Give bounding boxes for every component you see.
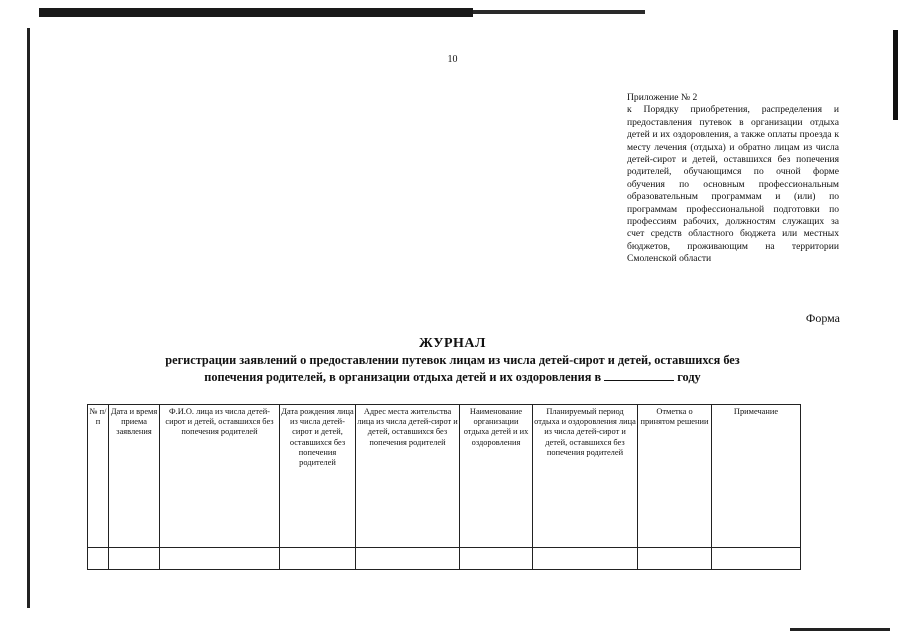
- journal-title: ЖУРНАЛ: [419, 336, 486, 351]
- scan-edge-right: [893, 30, 898, 120]
- col-full-name: Ф.И.О. лица из числа детей-сирот и детей, оставшихся без попечения родителей: [160, 405, 280, 548]
- table-row: [88, 548, 801, 570]
- appendix-block: [627, 92, 839, 266]
- journal-subtitle-year: году: [677, 370, 701, 384]
- col-planned-period: Планируемый период отдыха и оздоровления лица из числа детей-сирот и детей, оставшихся без попечения родителей: [533, 405, 638, 548]
- year-blank: [604, 369, 674, 381]
- scan-edge-top-faint: [473, 10, 645, 14]
- table-header-row: [88, 405, 801, 548]
- appendix-body: к Порядку приобретения, распределения и предоставления путевок в организации отдыха детей и их оздоровления, а также оплаты проезда к месту лечения (отдыха) и обратно лицам из числа детей-сирот и детей, оставшихся без попечения родителей, обучающимся по очной форме обучения по основным профессиональным образовательным программам и (или) по программам профессиональной подготовки по профессиям рабочих, должностям служащих за счет средств областного бюджета или местных бюджетов, проживающим на территории Смоленской области: [627, 104, 839, 265]
- appendix-title: Приложение № 2: [627, 92, 698, 103]
- col-address: Адрес места жительства лица из числа детей-сирот и детей, оставшихся без попечения родителей: [356, 405, 460, 548]
- table-cell: [356, 548, 460, 570]
- col-organization: Наименование организации отдыха детей и их оздоровления: [460, 405, 533, 548]
- table-cell: [160, 548, 280, 570]
- col-decision-mark: Отметка о принятом решении: [638, 405, 712, 548]
- journal-subtitle-line1: регистрации заявлений о предоставлении путевок лицам из числа детей-сирот и детей, оставшихся без: [165, 353, 740, 367]
- table-cell: [533, 548, 638, 570]
- table-cell: [638, 548, 712, 570]
- table-cell: [712, 548, 801, 570]
- page-number: 10: [447, 54, 458, 65]
- scan-edge-bottom: [790, 628, 890, 631]
- col-note: Примечание: [712, 405, 801, 548]
- table-cell: [280, 548, 356, 570]
- journal-subtitle: [85, 352, 820, 386]
- scan-edge-top: [39, 8, 473, 17]
- col-birth-date: Дата рождения лица из числа детей-сирот и детей, оставшихся без попечения родителей: [280, 405, 356, 548]
- scan-edge-left: [27, 28, 30, 608]
- col-date-time: Дата и время приема заявления: [109, 405, 160, 548]
- table-cell: [88, 548, 109, 570]
- col-number: № п/п: [88, 405, 109, 548]
- journal-subtitle-line2: попечения родителей, в организации отдыха детей и их оздоровления в: [204, 370, 602, 384]
- register-table: [87, 404, 801, 570]
- table-cell: [109, 548, 160, 570]
- form-label: Форма: [805, 311, 840, 325]
- table-cell: [460, 548, 533, 570]
